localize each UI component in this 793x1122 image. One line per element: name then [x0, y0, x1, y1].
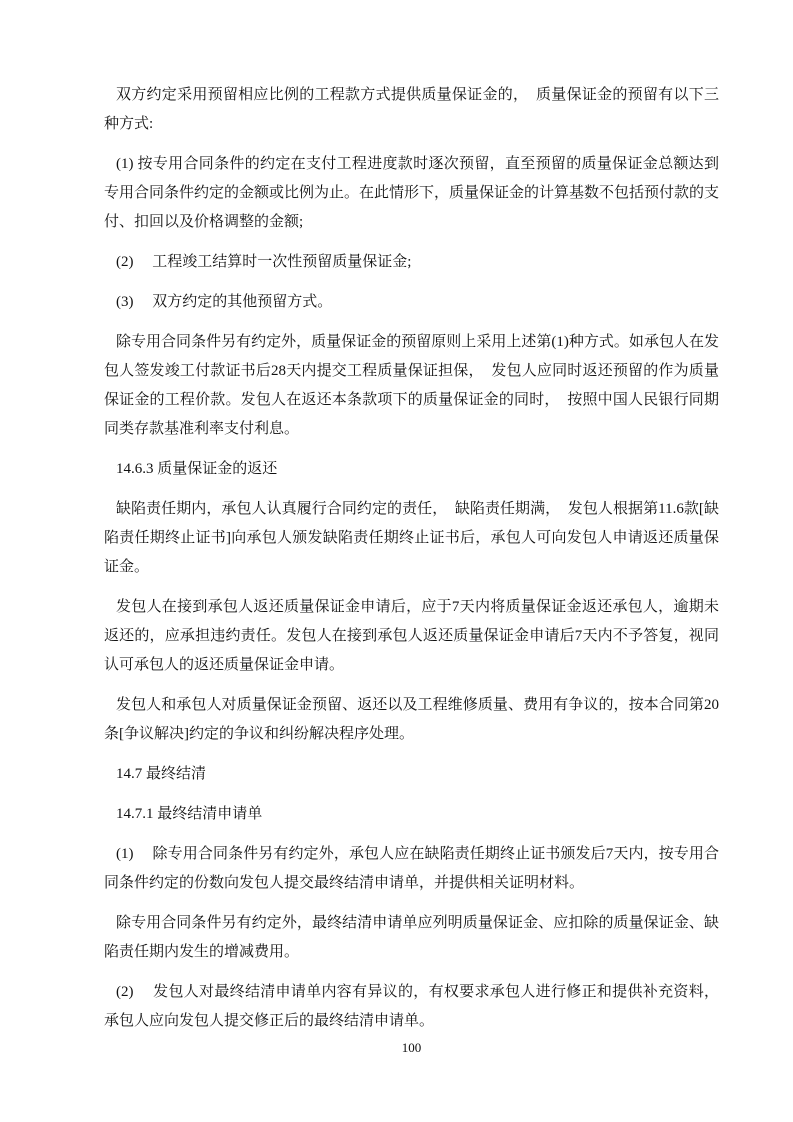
- section-heading-14-7: 14.7 最终结清: [116, 766, 207, 782]
- list-item-final-settlement-2: (2) 发包人对最终结清申请单内容有异议的，有权要求承包人进行修正和提供补充资料，承包人应向发包人提交修正后的最终结清申请单。: [104, 984, 719, 1029]
- document-body: [104, 81, 719, 1047]
- page-number: 100: [401, 1040, 422, 1055]
- section-heading-14-7-1: 14.7.1 最终结清申请单: [116, 806, 263, 822]
- paragraph-dispute-resolution: 发包人和承包人对质量保证金预留、返还以及工程维修质量、费用有争议的，按本合同第20条[争议解决]约定的争议和纠纷解决程序处理。: [104, 697, 719, 742]
- paragraph-retention-default: 除专用合同条件另有约定外，质量保证金的预留原则上采用上述第(1)种方式。如承包人在发包人签发竣工付款证书后28天内提交工程质量保证担保， 发包人应同时返还预留的作为质量保证金的工程价款。发包人在返还本条款项下的质量保证金的同时， 按照中国人民银行同期同类存款基准利率支付利息。: [104, 334, 719, 437]
- paragraph-settlement-contents: 除专用合同条件另有约定外，最终结清申请单应列明质量保证金、应扣除的质量保证金、缺陷责任期内发生的增减费用。: [104, 915, 719, 960]
- list-item-final-settlement-1: (1) 除专用合同条件另有约定外，承包人应在缺陷责任期终止证书颁发后7天内，按专用合同条件约定的份数向发包人提交最终结清申请单，并提供相关证明材料。: [104, 846, 719, 891]
- paragraph-return-deadline: 发包人在接到承包人返还质量保证金申请后，应于7天内将质量保证金返还承包人，逾期未返还的，应承担违约责任。发包人在接到承包人返还质量保证金申请后7天内不予答复，视同认可承包人的返还质量保证金申请。: [104, 599, 719, 673]
- list-item-retention-method-2: (2) 工程竣工结算时一次性预留质量保证金;: [116, 254, 412, 270]
- section-heading-14-6-3: 14.6.3 质量保证金的返还: [116, 461, 278, 477]
- paragraph-retention-intro: 双方约定采用预留相应比例的工程款方式提供质量保证金的， 质量保证金的预留有以下三种方式:: [104, 87, 719, 132]
- list-item-retention-method-3: (3) 双方约定的其他预留方式。: [116, 294, 333, 310]
- list-item-retention-method-1: (1) 按专用合同条件的约定在支付工程进度款时逐次预留，直至预留的质量保证金总额达到专用合同条件约定的金额或比例为止。在此情形下，质量保证金的计算基数不包括预付款的支付、扣回以及价格调整的金额;: [104, 156, 720, 230]
- paragraph-return-conditions: 缺陷责任期内，承包人认真履行合同约定的责任， 缺陷责任期满， 发包人根据第11.6款[缺陷责任期终止证书]向承包人颁发缺陷责任期终止证书后，承包人可向发包人申请返还质量保证金。: [104, 501, 719, 575]
